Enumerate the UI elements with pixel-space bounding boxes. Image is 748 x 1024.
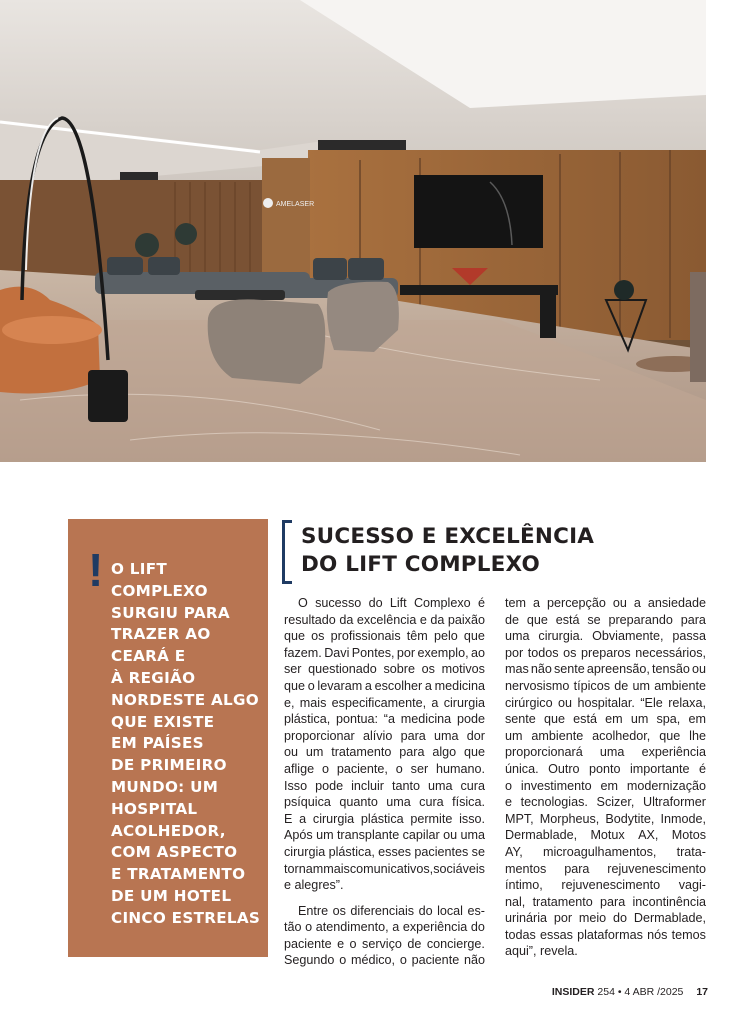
pullquote-line: ACOLHEDOR,: [111, 821, 226, 840]
body-line: mentos para rejuvenescimento: [505, 861, 706, 876]
body-line: urinária por meio do Dermablade,: [505, 911, 706, 926]
body-line: fazem. Davi Pontes, por exemplo, ao: [284, 645, 485, 660]
body-line: tem a percepção ou a ansiedade: [505, 596, 706, 610]
body-line: Após um transplante capilar ou uma: [284, 828, 485, 843]
body-line: de que está se preparando para: [505, 612, 706, 627]
body-line: uma cirurgia. Obviamente, passa: [505, 629, 706, 644]
pullquote-line: O LIFT: [111, 560, 168, 578]
body-line: mas não sente apreensão, tensão ou: [505, 662, 706, 677]
body-line: ser questionado sobre os motivos: [284, 662, 485, 677]
body-line: e tecnologias. Scizer, Ultraformer: [505, 795, 706, 810]
body-line: um ambiente acolhedor, que lhe: [505, 728, 706, 743]
magazine-name: INSIDER: [551, 986, 595, 998]
lobby-photo: [0, 0, 706, 462]
article-header: [282, 518, 722, 586]
body-line: MPT, Morpheus, Bodytite, Inmode,: [505, 811, 706, 826]
pullquote-line: CINCO ESTRELAS: [111, 908, 261, 927]
body-line: E a cirurgia plástica permite isso.: [284, 811, 485, 826]
logo-text: AMELASER: [276, 201, 315, 208]
body-line: nal, tratamento para incontinência: [505, 894, 706, 909]
pullquote-line: QUE EXISTE: [111, 712, 215, 731]
body-line: cirúrgico ou hospitalar. “Ele relaxa,: [505, 695, 706, 710]
bracket-decoration: [282, 520, 292, 584]
pullquote-line: À REGIÃO: [111, 668, 196, 687]
body-line: aqui”, revela.: [505, 944, 578, 959]
body-line: paciente e o serviço de concierge.: [284, 936, 485, 951]
page-footer: [552, 986, 708, 998]
body-column-left: [284, 595, 485, 969]
pullquote-line: TRAZER AO: [111, 625, 211, 644]
body-line: resultado da excelência e da paixão: [284, 612, 485, 627]
body-line: o investimento em modernização: [505, 778, 706, 793]
page-number: 17: [696, 986, 708, 998]
body-line: cirurgia plástica, esses pacientes se: [284, 844, 485, 859]
body-line: nervosismo típicos de um ambiente: [505, 678, 706, 693]
body-line: todas essas plataformas nós temos: [505, 927, 706, 942]
body-line: Segundo o médico, o paciente não: [284, 953, 485, 968]
body-line: única. Outro ponto importante é: [505, 761, 706, 776]
body-line: proporcionará uma experiência: [505, 745, 706, 760]
pullquote-line: MUNDO: UM: [111, 777, 219, 796]
body-line: tornam mais comunicativos, sociáveis: [284, 861, 485, 876]
body-line: O sucesso do Lift Complexo é: [298, 596, 485, 610]
exclamation-mark: !: [88, 544, 104, 596]
pullquote-line: NORDESTE ALGO: [111, 690, 259, 709]
pullquote-line: SURGIU PARA: [111, 603, 230, 622]
pullquote-text: [111, 559, 262, 930]
pullquote-line: HOSPITAL: [111, 799, 198, 818]
body-line: que os profissionais têm pelo que: [284, 629, 485, 644]
body-line: psíquica quanto uma cura física.: [284, 795, 485, 810]
body-line: que o levaram a escolher a medicina: [284, 678, 485, 693]
body-line: AY, microagulhamentos, trata-: [505, 844, 706, 859]
pullquote-line: DE PRIMEIRO: [111, 756, 227, 775]
body-line: aflige o paciente, o ser humano.: [284, 761, 485, 776]
article-title: [301, 523, 594, 579]
title-line: DO LIFT COMPLEXO: [301, 552, 541, 577]
body-line: Entre os diferenciais do local es-: [298, 903, 485, 918]
body-line: e alegres”.: [284, 878, 344, 893]
body-line: Isso pode incluir tanto uma cura: [284, 778, 485, 793]
pullquote-line: COMPLEXO: [111, 581, 208, 600]
pullquote-box: [68, 519, 268, 957]
pullquote-line: E TRATAMENTO: [111, 865, 246, 884]
body-line: plástica, pontua: “a medicina pode: [284, 712, 485, 727]
body-line: e, mais especificamente, a cirurgia: [284, 695, 485, 710]
body-line: íntimo, rejuvenescimento vagi-: [505, 878, 706, 893]
pullquote-line: EM PAÍSES: [111, 734, 204, 753]
body-line: sente que está em um spa, em: [505, 712, 706, 727]
body-line: por todos os preparos necessários,: [505, 645, 706, 660]
title-line: SUCESSO E EXCELÊNCIA: [301, 524, 595, 549]
page-margin: [706, 0, 748, 462]
body-line: tão o atendimento, a experiência do: [284, 920, 485, 935]
pullquote-line: CEARÁ E: [111, 647, 186, 666]
body-line: proporcionar alívio para uma dor: [284, 728, 485, 743]
pullquote-line: COM ASPECTO: [111, 843, 238, 862]
body-line: Dermablade, Motux AX, Motos: [505, 828, 706, 843]
issue-info: 254 • 4 ABR /2025: [597, 986, 684, 998]
pullquote-line: DE UM HOTEL: [111, 886, 232, 905]
paragraph-gap: [284, 894, 485, 903]
body-line: ou um tratamento para algo que: [284, 745, 485, 760]
body-column-right: [505, 595, 706, 960]
